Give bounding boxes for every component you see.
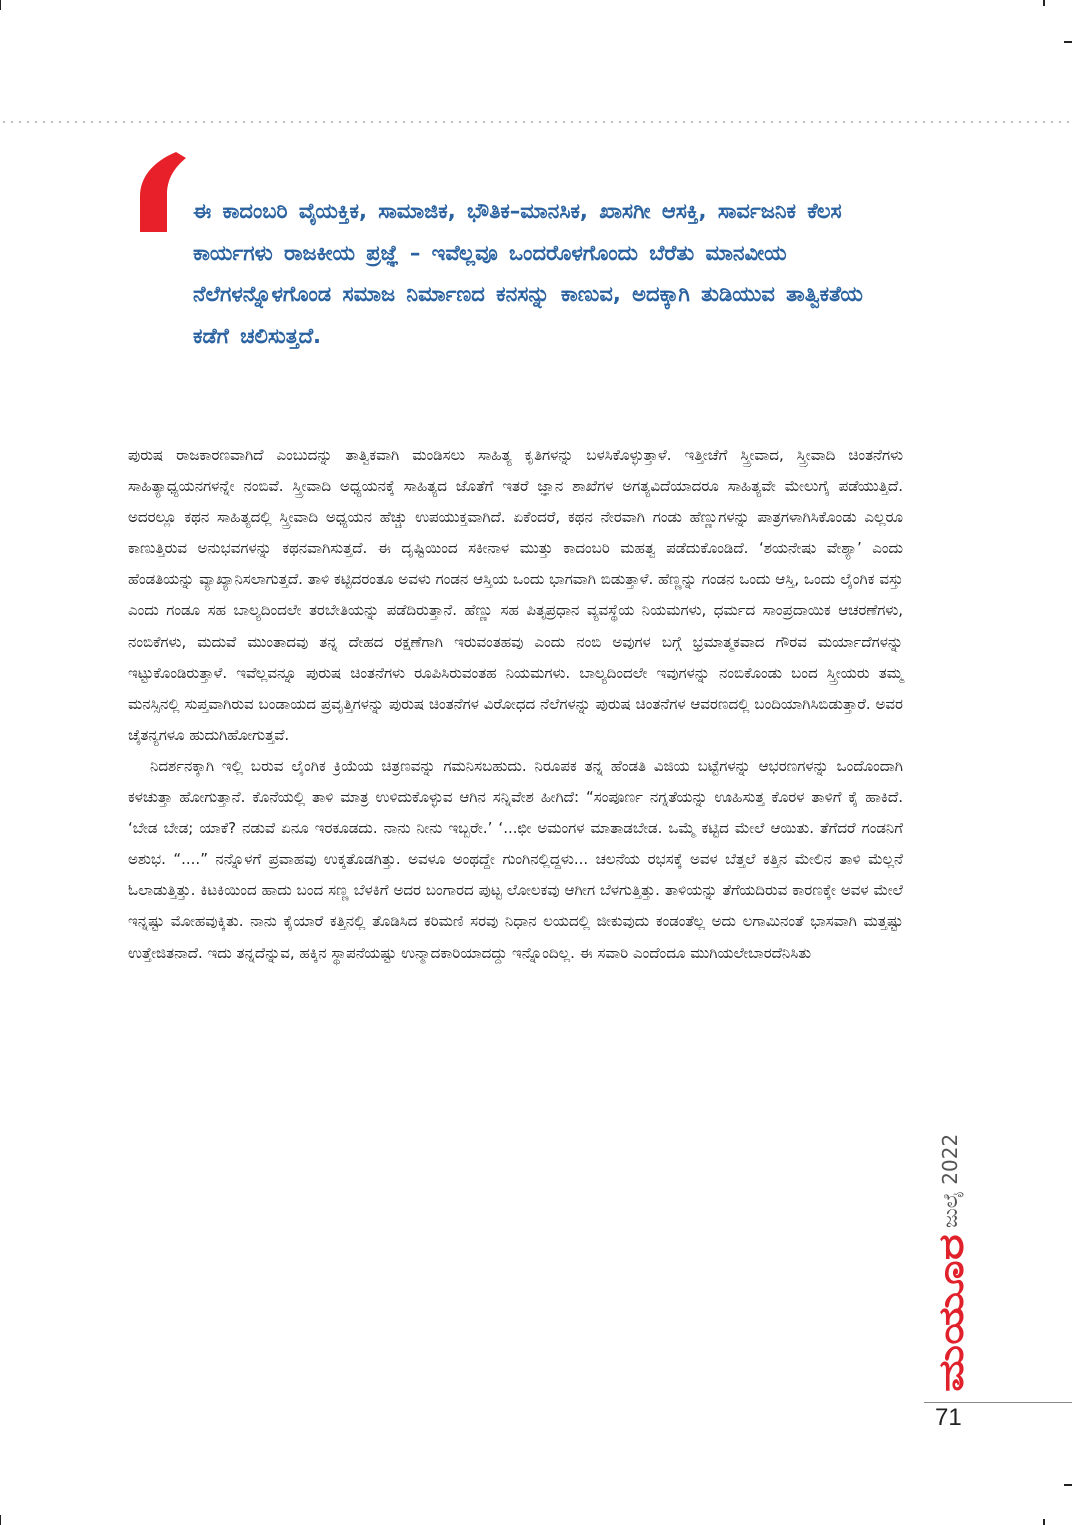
magazine-logo [932, 1232, 972, 1394]
crop-mark-top-right [1043, 0, 1045, 6]
crop-mark-bottom-right [1043, 1519, 1045, 1525]
pull-quote: ಈ ಕಾದಂಬರಿ ವೈಯಕ್ತಿಕ, ಸಾಮಾಜಿಕ, ಭೌತಿಕ–ಮಾನಸಿಕ, ಖಾಸಗೀ ಆಸಕ್ತಿ, ಸಾರ್ವಜನಿಕ ಕೆಲಸ ಕಾರ್ಯಗಳು ರಾಜಕೀಯ ಪ್ರಜ್ಞೆ – ಇವೆಲ್ಲವೂ ಒಂದರೊಳಗೊಂದು ಬೆರೆತು ಮಾನವೀಯ ನೆಲೆಗಳನ್ನೊಳಗೊಂಡ ಸಮಾಜ ನಿರ್ಮಾಣದ ಕನಸನ್ನು ಕಾಣುವ, ಅದಕ್ಕಾಗಿ ತುಡಿಯುವ ತಾತ್ವಿಕತೆಯ ಕಡೆಗೆ ಚಲಿಸುತ್ತದೆ. [193, 199, 863, 348]
svg-text:ಮಯೂರ: ಮಯೂರ [932, 1283, 972, 1392]
crop-mark-bottom-left [0, 1515, 1, 1525]
crop-mark-right-bottom [1064, 1484, 1072, 1486]
footer-rule [924, 1402, 1072, 1403]
crop-mark-top-left [0, 0, 1, 10]
page-number: 71 [935, 1404, 962, 1431]
quote-mark-icon [140, 152, 188, 232]
body-paragraph: ಪುರುಷ ರಾಜಕಾರಣವಾಗಿದೆ ಎಂಬುದನ್ನು ತಾತ್ವಿಕವಾಗಿ ಮಂಡಿಸಲು ಸಾಹಿತ್ಯ ಕೃತಿಗಳನ್ನು ಬಳಸಿಕೊಳ್ಳುತ್ತಾಳೆ. ಇತ್ತೀಚೆಗೆ ಸ್ತ್ರೀವಾದ, ಸ್ತ್ರೀವಾದಿ ಚಿಂತನೆಗಳು ಸಾಹಿತ್ಯಾಧ್ಯಯನಗಳನ್ನೇ ನಂಬಿವೆ. ಸ್ತ್ರೀವಾದಿ ಅಧ್ಯಯನಕ್ಕೆ ಸಾಹಿತ್ಯದ ಜೊತೆಗೆ ಇತರೆ ಜ್ಞಾನ ಶಾಖೆಗಳ ಅಗತ್ಯವಿದೆಯಾದರೂ ಸಾಹಿತ್ಯವೇ ಮೇಲುಗೈ ಪಡೆಯುತ್ತಿದೆ. ಅದರಲ್ಲೂ ಕಥನ ಸಾಹಿತ್ಯದಲ್ಲಿ ಸ್ತ್ರೀವಾದಿ ಅಧ್ಯಯನ ಹೆಚ್ಚು ಉಪಯುಕ್ತವಾಗಿದೆ. ಏಕೆಂದರೆ, ಕಥನ ನೇರವಾಗಿ ಗಂಡು ಹೆಣ್ಣುಗಳನ್ನು ಪಾತ್ರಗಳಾಗಿಸಿಕೊಂಡು ಎಲ್ಲರೂ ಕಾಣುತ್ತಿರುವ ಅನುಭವಗಳನ್ನು ಕಥನವಾಗಿಸುತ್ತದೆ. ಈ ದೃಷ್ಟಿಯಿಂದ ಸಕೀನಾಳ ಮುತ್ತು ಕಾದಂಬರಿ ಮಹತ್ವ ಪಡೆದುಕೊಂಡಿದೆ. ‘ಶಯನೇಷು ವೇಶ್ಯಾ’ ಎಂದು ಹೆಂಡತಿಯನ್ನು ವ್ಯಾಖ್ಯಾನಿಸಲಾಗುತ್ತದೆ. ತಾಳಿ ಕಟ್ಟಿದರಂತೂ ಅವಳು ಗಂಡನ ಆಸ್ತಿಯ ಒಂದು ಭಾಗವಾಗಿ ಬಿಡುತ್ತಾಳೆ. ಹೆಣ್ಣನ್ನು ಗಂಡನ ಒಂದು ಆಸ್ತಿ, ಒಂದು ಲೈಂಗಿಕ ವಸ್ತು ಎಂದು ಗಂಡೂ ಸಹ ಬಾಲ್ಯದಿಂದಲೇ ತರಬೇತಿಯನ್ನು ಪಡೆದಿರುತ್ತಾನೆ. ಹೆಣ್ಣು ಸಹ ಪಿತೃಪ್ರಧಾನ ವ್ಯವಸ್ಥೆಯ ನಿಯಮಗಳು, ಧರ್ಮದ ಸಾಂಪ್ರದಾಯಿಕ ಆಚರಣೆಗಳು, ನಂಬಿಕೆಗಳು, ಮದುವೆ ಮುಂತಾದವು ತನ್ನ ದೇಹದ ರಕ್ಷಣೆಗಾಗಿ ಇರುವಂತಹವು ಎಂದು ನಂಬಿ ಅವುಗಳ ಬಗ್ಗೆ ಭ್ರಮಾತ್ಮಕವಾದ ಗೌರವ ಮರ್ಯಾದೆಗಳನ್ನು ಇಟ್ಟುಕೊಂಡಿರುತ್ತಾಳೆ. ಇವೆಲ್ಲವನ್ನೂ ಪುರುಷ ಚಿಂತನೆಗಳು ರೂಪಿಸಿರುವಂತಹ ನಿಯಮಗಳು. ಬಾಲ್ಯದಿಂದಲೇ ಇವುಗಳನ್ನು ನಂಬಿಕೊಂಡು ಬಂದ ಸ್ತ್ರೀಯರು ತಮ್ಮ ಮನಸ್ಸಿನಲ್ಲಿ ಸುಪ್ತವಾಗಿರುವ ಬಂಡಾಯದ ಪ್ರವೃತ್ತಿಗಳನ್ನು ಪುರುಷ ಚಿಂತನೆಗಳ ವಿರೋಧದ ನೆಲೆಗಳನ್ನು ಪುರುಷ ಚಿಂತನೆಗಳ ಆವರಣದಲ್ಲಿ ಬಂದಿಯಾಗಿಸಿಬಿಡುತ್ತಾರೆ. ಅವರ ಚೈತನ್ಯಗಳೂ ಹುದುಗಿಹೋಗುತ್ತವೆ. [128, 446, 903, 744]
dotted-separator [0, 121, 1072, 123]
article-body [128, 440, 903, 969]
body-paragraph: ನಿದರ್ಶನಕ್ಕಾಗಿ ಇಲ್ಲಿ ಬರುವ ಲೈಂಗಿಕ ಕ್ರಿಯೆಯ ಚಿತ್ರಣವನ್ನು ಗಮನಿಸಬಹುದು. ನಿರೂಪಕ ತನ್ನ ಹೆಂಡತಿ ವಿಜಿಯ ಬಟ್ಟೆಗಳನ್ನು ಆಭರಣಗಳನ್ನು ಒಂದೊಂದಾಗಿ ಕಳಚುತ್ತಾ ಹೋಗುತ್ತಾನೆ. ಕೊನೆಯಲ್ಲಿ ತಾಳಿ ಮಾತ್ರ ಉಳಿದುಕೊಳ್ಳುವ ಆಗಿನ ಸನ್ನಿವೇಶ ಹೀಗಿದೆ: “ಸಂಪೂರ್ಣ ನಗ್ನತೆಯನ್ನು ಊಹಿಸುತ್ತ ಕೊರಳ ತಾಳಿಗೆ ಕೈ ಹಾಕಿದೆ. ‘ಬೇಡ ಬೇಡ; ಯಾಕೆ? ನಡುವೆ ಏನೂ ಇರಕೂಡದು. ನಾನು ನೀನು ಇಬ್ಬರೇ.’ ‘...ಛೀ ಅಮಂಗಳ ಮಾತಾಡಬೇಡ. ಒಮ್ಮೆ ಕಟ್ಟಿದ ಮೇಲೆ ಆಯಿತು. ತೆಗೆದರೆ ಗಂಡನಿಗೆ ಅಶುಭ. “....” ನನ್ನೊಳಗೆ ಪ್ರವಾಹವು ಉಕ್ಕತೊಡಗಿತ್ತು. ಅವಳೂ ಅಂಥದ್ದೇ ಗುಂಗಿನಲ್ಲಿದ್ದಳು... ಚಲನೆಯ ರಭಸಕ್ಕೆ ಅವಳ ಬೆತ್ತಲೆ ಕತ್ತಿನ ಮೇಲಿನ ತಾಳಿ ಮೆಲ್ಲನೆ ಓಲಾಡುತ್ತಿತ್ತು. ಕಿಟಕಿಯಿಂದ ಹಾದು ಬಂದ ಸಣ್ಣ ಬೆಳಕಿಗೆ ಅದರ ಬಂಗಾರದ ಪುಟ್ಟ ಲೋಲಕವು ಆಗೀಗ ಬೆಳಗುತ್ತಿತ್ತು. ತಾಳಿಯನ್ನು ತೆಗೆಯದಿರುವ ಕಾರಣಕ್ಕೇ ಅವಳ ಮೇಲೆ ಇನ್ನಷ್ಟು ಮೋಹವುಕ್ಕಿತು. ನಾನು ಕೈಯಾರೆ ಕತ್ತಿನಲ್ಲಿ ತೊಡಿಸಿದ ಕರಿಮಣಿ ಸರವು ನಿಧಾನ ಲಯದಲ್ಲಿ ಜೀಕುವುದು ಕಂಡಂತೆಲ್ಲ ಅದು ಲಗಾಮಿನಂತೆ ಭಾಸವಾಗಿ ಮತ್ತಷ್ಟು ಉತ್ತೇಜಿತನಾದೆ. ಇದು ತನ್ನದೆನ್ನುವ, ಹಕ್ಕಿನ ಸ್ಥಾಪನೆಯಷ್ಟು ಉನ್ಮಾದಕಾರಿಯಾದದ್ದು ಇನ್ನೊಂದಿಲ್ಲ. ಈ ಸವಾರಿ ಎಂದೆಂದೂ ಮುಗಿಯಲೇಬಾರದೆನಿಸಿತು [128, 756, 903, 962]
crop-mark-right-top [1064, 41, 1072, 43]
issue-date: ಜುಲೈ 2022 [938, 1133, 962, 1228]
